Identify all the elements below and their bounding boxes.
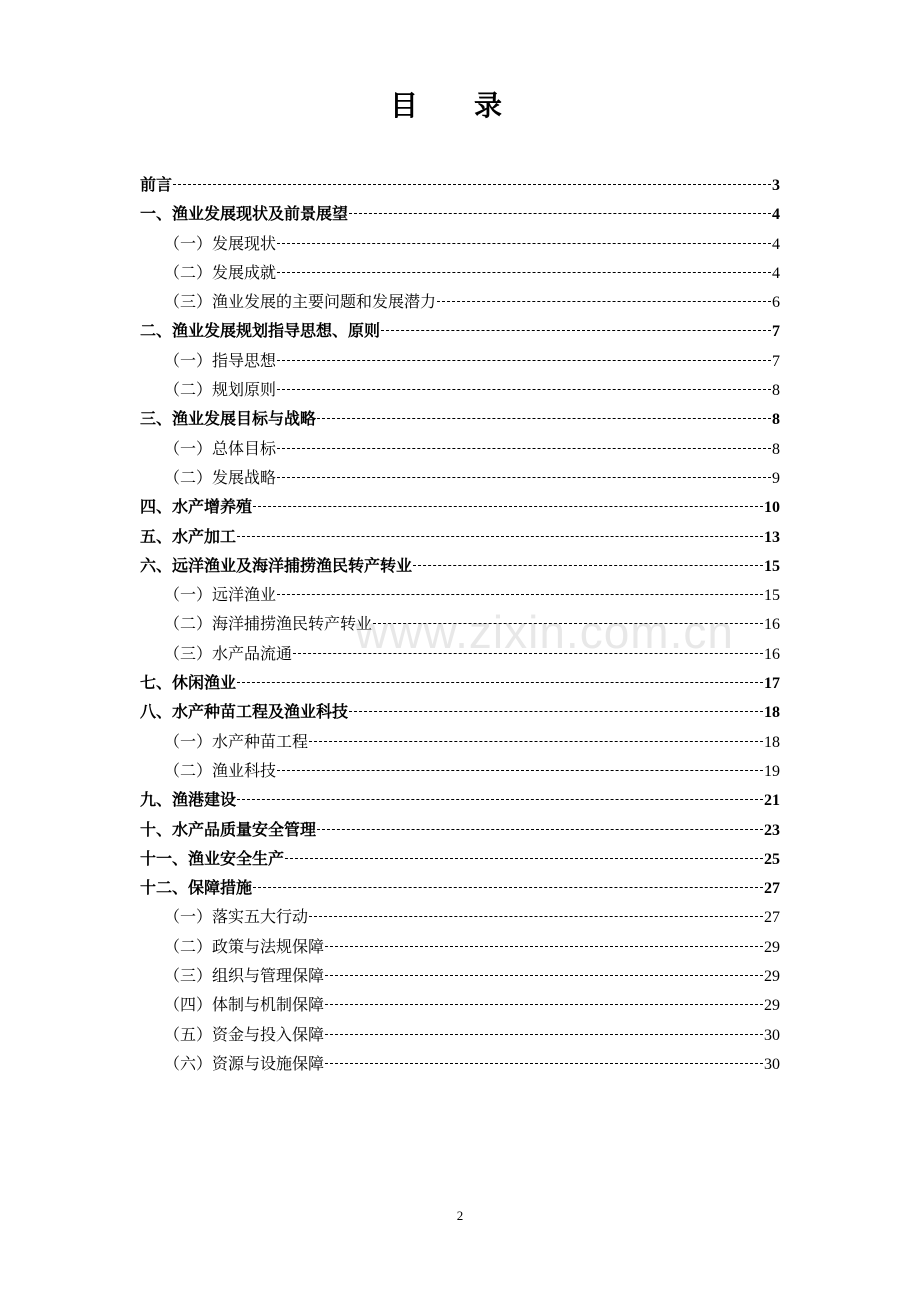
toc-entry-label: 四、水产增养殖: [140, 497, 253, 517]
toc-entry-page: 10: [764, 499, 780, 517]
toc-entry-page: 17: [764, 675, 780, 693]
toc-dot-leader: [325, 975, 763, 976]
toc-dot-leader: [277, 594, 763, 595]
toc-dot-leader: [285, 858, 763, 859]
toc-entry[interactable]: [140, 316, 780, 345]
toc-dot-leader: [277, 243, 771, 244]
toc-entry[interactable]: [140, 697, 780, 726]
toc-entry-page: 13: [764, 528, 780, 546]
toc-dot-leader: [277, 389, 771, 390]
toc-entry-label: 九、渔港建设: [140, 790, 237, 810]
toc-entry[interactable]: [140, 375, 780, 404]
toc-entry-page: 6: [772, 294, 780, 312]
toc-entry-label: （一）落实五大行动: [164, 907, 309, 927]
toc-entry-label: 七、休闲渔业: [140, 673, 237, 693]
toc-entry-label: （二）发展战略: [164, 467, 277, 487]
toc-entry[interactable]: [140, 785, 780, 814]
toc-dot-leader: [349, 213, 771, 214]
toc-entry-page: 18: [764, 704, 780, 722]
toc-dot-leader: [317, 829, 763, 830]
toc-dot-leader: [309, 741, 763, 742]
toc-dot-leader: [253, 887, 763, 888]
toc-dot-leader: [325, 1004, 763, 1005]
toc-entry-page: 29: [764, 997, 780, 1015]
toc-dot-leader: [381, 330, 771, 331]
toc-dot-leader: [325, 946, 763, 947]
toc-entry-page: 29: [764, 968, 780, 986]
toc-entry[interactable]: [140, 434, 780, 463]
toc-dot-leader: [277, 360, 771, 361]
toc-entry[interactable]: [140, 170, 780, 199]
toc-title: 目录: [389, 89, 558, 122]
toc-entry-page: 7: [772, 352, 780, 370]
toc-dot-leader: [277, 770, 763, 771]
toc-entry[interactable]: [140, 990, 780, 1019]
toc-entry[interactable]: [140, 815, 780, 844]
toc-entry-page: 15: [764, 557, 780, 575]
toc-entry-page: 25: [764, 850, 780, 868]
toc-dot-leader: [349, 711, 763, 712]
toc-entry-label: （三）组织与管理保障: [164, 966, 325, 986]
toc-entry-page: 8: [772, 440, 780, 458]
toc-entry-label: 五、水产加工: [140, 526, 237, 546]
toc-dot-leader: [309, 916, 763, 917]
toc-entry-label: （一）发展现状: [164, 233, 277, 253]
toc-entry[interactable]: [140, 287, 780, 316]
toc-entry-label: 一、渔业发展现状及前景展望: [140, 204, 349, 224]
toc-entry-page: 4: [772, 206, 780, 224]
toc-entry-label: 六、远洋渔业及海洋捕捞渔民转产转业: [140, 555, 413, 575]
toc-entry-label: （一）指导思想: [164, 350, 277, 370]
toc-entry-label: （五）资金与投入保障: [164, 1024, 325, 1044]
toc-dot-leader: [437, 301, 771, 302]
toc-entry-label: （三）水产品流通: [164, 643, 293, 663]
toc-dot-leader: [317, 418, 771, 419]
toc-entry-label: 三、渔业发展目标与战略: [140, 409, 317, 429]
toc-entry-label: （一）水产种苗工程: [164, 731, 309, 751]
toc-entry-label: （四）体制与机制保障: [164, 995, 325, 1015]
toc-entry[interactable]: [140, 1020, 780, 1049]
toc-entry[interactable]: [140, 668, 780, 697]
toc-entry-page: 21: [764, 792, 780, 810]
toc-entry-label: （一）远洋渔业: [164, 585, 277, 605]
toc-entry[interactable]: [140, 492, 780, 521]
toc-entry-page: 23: [764, 821, 780, 839]
toc-dot-leader: [325, 1063, 763, 1064]
toc-entry-page: 15: [764, 587, 780, 605]
toc-entry[interactable]: [140, 199, 780, 228]
toc-entry-page: 9: [772, 469, 780, 487]
page-number: 2: [456, 1208, 464, 1223]
toc-entry-page: 3: [772, 177, 780, 194]
toc-entry-page: 4: [772, 264, 780, 282]
toc-entry[interactable]: [140, 873, 780, 902]
toc-dot-leader: [325, 1034, 763, 1035]
toc-entry-label: （二）政策与法规保障: [164, 936, 325, 956]
toc-dot-leader: [237, 536, 763, 537]
toc-dot-leader: [253, 506, 763, 507]
toc-entry-label: 前言: [140, 175, 173, 194]
toc-entry-page: 8: [772, 411, 780, 429]
toc-entry[interactable]: [140, 522, 780, 551]
toc-entry-label: （二）渔业科技: [164, 760, 277, 780]
toc-entry-label: （六）资源与设施保障: [164, 1053, 325, 1073]
toc-entry-label: （二）海洋捕捞渔民转产转业: [164, 614, 373, 634]
toc-entry-page: 7: [772, 323, 780, 341]
toc-entry[interactable]: [140, 404, 780, 433]
toc-dot-leader: [277, 272, 771, 273]
toc-entry-label: 二、渔业发展规划指导思想、原则: [140, 321, 381, 341]
toc-dot-leader: [413, 565, 763, 566]
toc-dot-leader: [277, 477, 771, 478]
toc-entry-label: （三）渔业发展的主要问题和发展潜力: [164, 292, 437, 312]
toc-entry-page: 19: [764, 762, 780, 780]
toc-entry-page: 30: [764, 1026, 780, 1044]
toc-entry-label: 十二、保障措施: [140, 878, 253, 898]
toc-dot-leader: [237, 682, 763, 683]
toc-entry-page: 27: [764, 880, 780, 898]
toc-entry-page: 16: [764, 645, 780, 663]
toc-entry-page: 29: [764, 938, 780, 956]
toc-entry-page: 8: [772, 382, 780, 400]
toc-dot-leader: [237, 799, 763, 800]
toc-entry[interactable]: [140, 1049, 780, 1078]
toc-dot-leader: [173, 184, 771, 185]
toc-entry-label: 十、水产品质量安全管理: [140, 819, 317, 839]
toc-entry-page: 4: [772, 235, 780, 253]
toc-entry-page: 18: [764, 733, 780, 751]
toc-entry[interactable]: [140, 346, 780, 375]
toc-entry[interactable]: [140, 229, 780, 258]
toc-entry[interactable]: [140, 727, 780, 756]
toc-entry-page: 16: [764, 616, 780, 634]
toc-entry[interactable]: [140, 932, 780, 961]
toc-entry[interactable]: [140, 902, 780, 931]
toc-entry-label: 十一、渔业安全生产: [140, 848, 285, 868]
toc-entry-label: （二）发展成就: [164, 262, 277, 282]
toc-entry-label: （一）总体目标: [164, 438, 277, 458]
toc-entry[interactable]: [140, 551, 780, 580]
toc-entry-page: 27: [764, 909, 780, 927]
toc-entry-label: 八、水产种苗工程及渔业科技: [140, 702, 349, 722]
toc-entry[interactable]: [140, 961, 780, 990]
toc-entry[interactable]: [140, 756, 780, 785]
watermark: www.zixin.com.cn: [355, 606, 734, 658]
toc-entry-label: （二）规划原则: [164, 380, 277, 400]
toc-entry[interactable]: [140, 844, 780, 873]
toc-entry-page: 30: [764, 1055, 780, 1073]
toc-dot-leader: [277, 448, 771, 449]
toc-entry[interactable]: [140, 258, 780, 287]
toc-entry[interactable]: [140, 463, 780, 492]
